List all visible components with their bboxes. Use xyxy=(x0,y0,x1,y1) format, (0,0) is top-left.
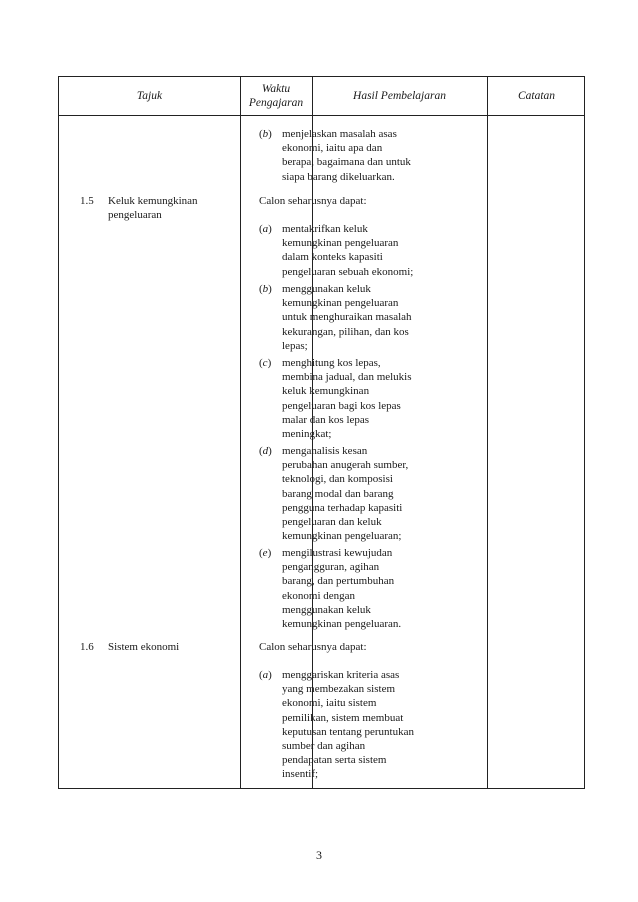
outcome-text xyxy=(282,356,427,441)
outcome-line: pendapatan serta sistem xyxy=(282,754,387,767)
outcome-line: dalam konteks kapasiti xyxy=(282,251,383,264)
outcome-line: malar dan kos lepas xyxy=(282,413,370,426)
outcome-line: insentif; xyxy=(282,768,319,781)
header-waktu-line2: Pengajaran xyxy=(248,97,304,109)
outcome-line: keluk kemungkinan xyxy=(282,385,370,398)
header-tajuk-text: Tajuk xyxy=(136,90,163,102)
outcome-line: menganalisis kesan xyxy=(282,445,368,457)
outcome-label: (a) xyxy=(259,223,272,235)
header-hasil-text: Hasil Pembelajaran xyxy=(353,90,446,102)
topic-name-line: pengeluaran xyxy=(108,209,162,222)
topic-name-line: Sistem ekonomi xyxy=(108,641,180,653)
outcome-line: keputusan tentang peruntukan xyxy=(282,725,414,738)
header-waktu-line1: Waktu xyxy=(261,83,291,95)
outcome-line: barang, dan pertumbuhan xyxy=(282,575,395,588)
topic-number: 1.5 xyxy=(80,195,94,207)
header-divider xyxy=(59,115,584,116)
outcome-line: pengguna terhadap kapasiti xyxy=(282,501,403,514)
outcome-line: lepas; xyxy=(282,339,308,352)
calon-heading: Calon seharusnya dapat: xyxy=(259,641,367,653)
outcome-letter: c xyxy=(262,357,268,369)
outcome-line: teknologi, dan komposisi xyxy=(282,473,393,486)
outcome-line: ekonomi, iaitu sistem xyxy=(282,697,377,710)
outcome-text xyxy=(282,127,427,184)
header-waktu xyxy=(240,77,312,115)
outcome-letter: e xyxy=(262,547,268,559)
outcome-line: pengeluaran dan keluk xyxy=(282,516,382,529)
outcome-label: (c) xyxy=(259,357,272,369)
outcome-line: ekonomi, iaitu apa dan xyxy=(282,142,383,155)
outcome-text xyxy=(282,444,427,543)
outcome-line: kemungkinan pengeluaran. xyxy=(282,618,402,631)
outcome-label: (a) xyxy=(259,669,272,681)
outcome-line: barang modal dan barang xyxy=(282,487,394,500)
topic-name xyxy=(108,194,238,222)
outcome-line: menjelaskan masalah asas xyxy=(282,128,397,140)
outcome-line: menggunakan keluk xyxy=(282,603,371,616)
outcome-line: pengangguran, agihan xyxy=(282,561,380,574)
outcome-line: menggariskan kriteria asas xyxy=(282,669,400,681)
outcome-line: berapa, bagaimana dan untuk xyxy=(282,156,411,169)
outcome-line: meningkat; xyxy=(282,428,332,441)
outcome-line: siapa barang dikeluarkan. xyxy=(282,170,395,183)
outcome-letter: b xyxy=(262,128,269,140)
outcome-label: (b) xyxy=(259,128,272,140)
outcome-line: untuk menghuraikan masalah xyxy=(282,311,412,324)
outcome-text xyxy=(282,668,427,782)
outcome-text xyxy=(282,546,427,631)
page-number: 3 xyxy=(316,848,322,862)
outcome-line: mentakrifkan keluk xyxy=(282,223,368,235)
outcome-line: membina jadual, dan melukis xyxy=(282,371,412,384)
topic-number: 1.6 xyxy=(80,641,94,653)
outcome-line: pengeluaran sebuah ekonomi; xyxy=(282,265,414,278)
outcome-line: yang membezakan sistem xyxy=(282,683,396,696)
outcome-line: pemilikan, sistem membuat xyxy=(282,711,404,724)
header-catatan xyxy=(487,77,586,115)
outcome-letter: a xyxy=(262,223,269,235)
outcome-line: sumber dan agihan xyxy=(282,740,366,753)
outcome-label: (b) xyxy=(259,283,272,295)
outcome-line: kekurangan, pilihan, dan kos xyxy=(282,325,409,338)
outcome-line: kemungkinan pengeluaran xyxy=(282,237,399,250)
outcome-text xyxy=(282,282,427,353)
outcome-line: mengilustrasi kewujudan xyxy=(282,547,393,559)
outcome-letter: b xyxy=(262,283,269,295)
outcome-label: (d) xyxy=(259,445,272,457)
outcome-line: menggunakan keluk xyxy=(282,283,371,295)
outcome-line: kemungkinan pengeluaran; xyxy=(282,530,402,543)
header-tajuk xyxy=(59,77,240,115)
outcome-line: menghitung kos lepas, xyxy=(282,357,381,369)
outcome-line: kemungkinan pengeluaran xyxy=(282,297,399,310)
outcome-letter: a xyxy=(262,669,269,681)
topic-name xyxy=(108,640,238,654)
calon-heading: Calon seharusnya dapat: xyxy=(259,195,367,207)
column-divider xyxy=(487,77,488,788)
outcome-text xyxy=(282,222,427,279)
outcome-line: perubahan anugerah sumber, xyxy=(282,459,409,472)
outcome-line: ekonomi dengan xyxy=(282,589,356,602)
outcome-line: pengeluaran bagi kos lepas xyxy=(282,399,401,412)
outcome-label: (e) xyxy=(259,547,272,559)
header-hasil xyxy=(312,77,487,115)
topic-name-line: Keluk kemungkinan xyxy=(108,195,198,207)
outcome-letter: d xyxy=(262,445,269,457)
column-divider xyxy=(240,77,241,788)
header-catatan-text: Catatan xyxy=(517,90,556,102)
